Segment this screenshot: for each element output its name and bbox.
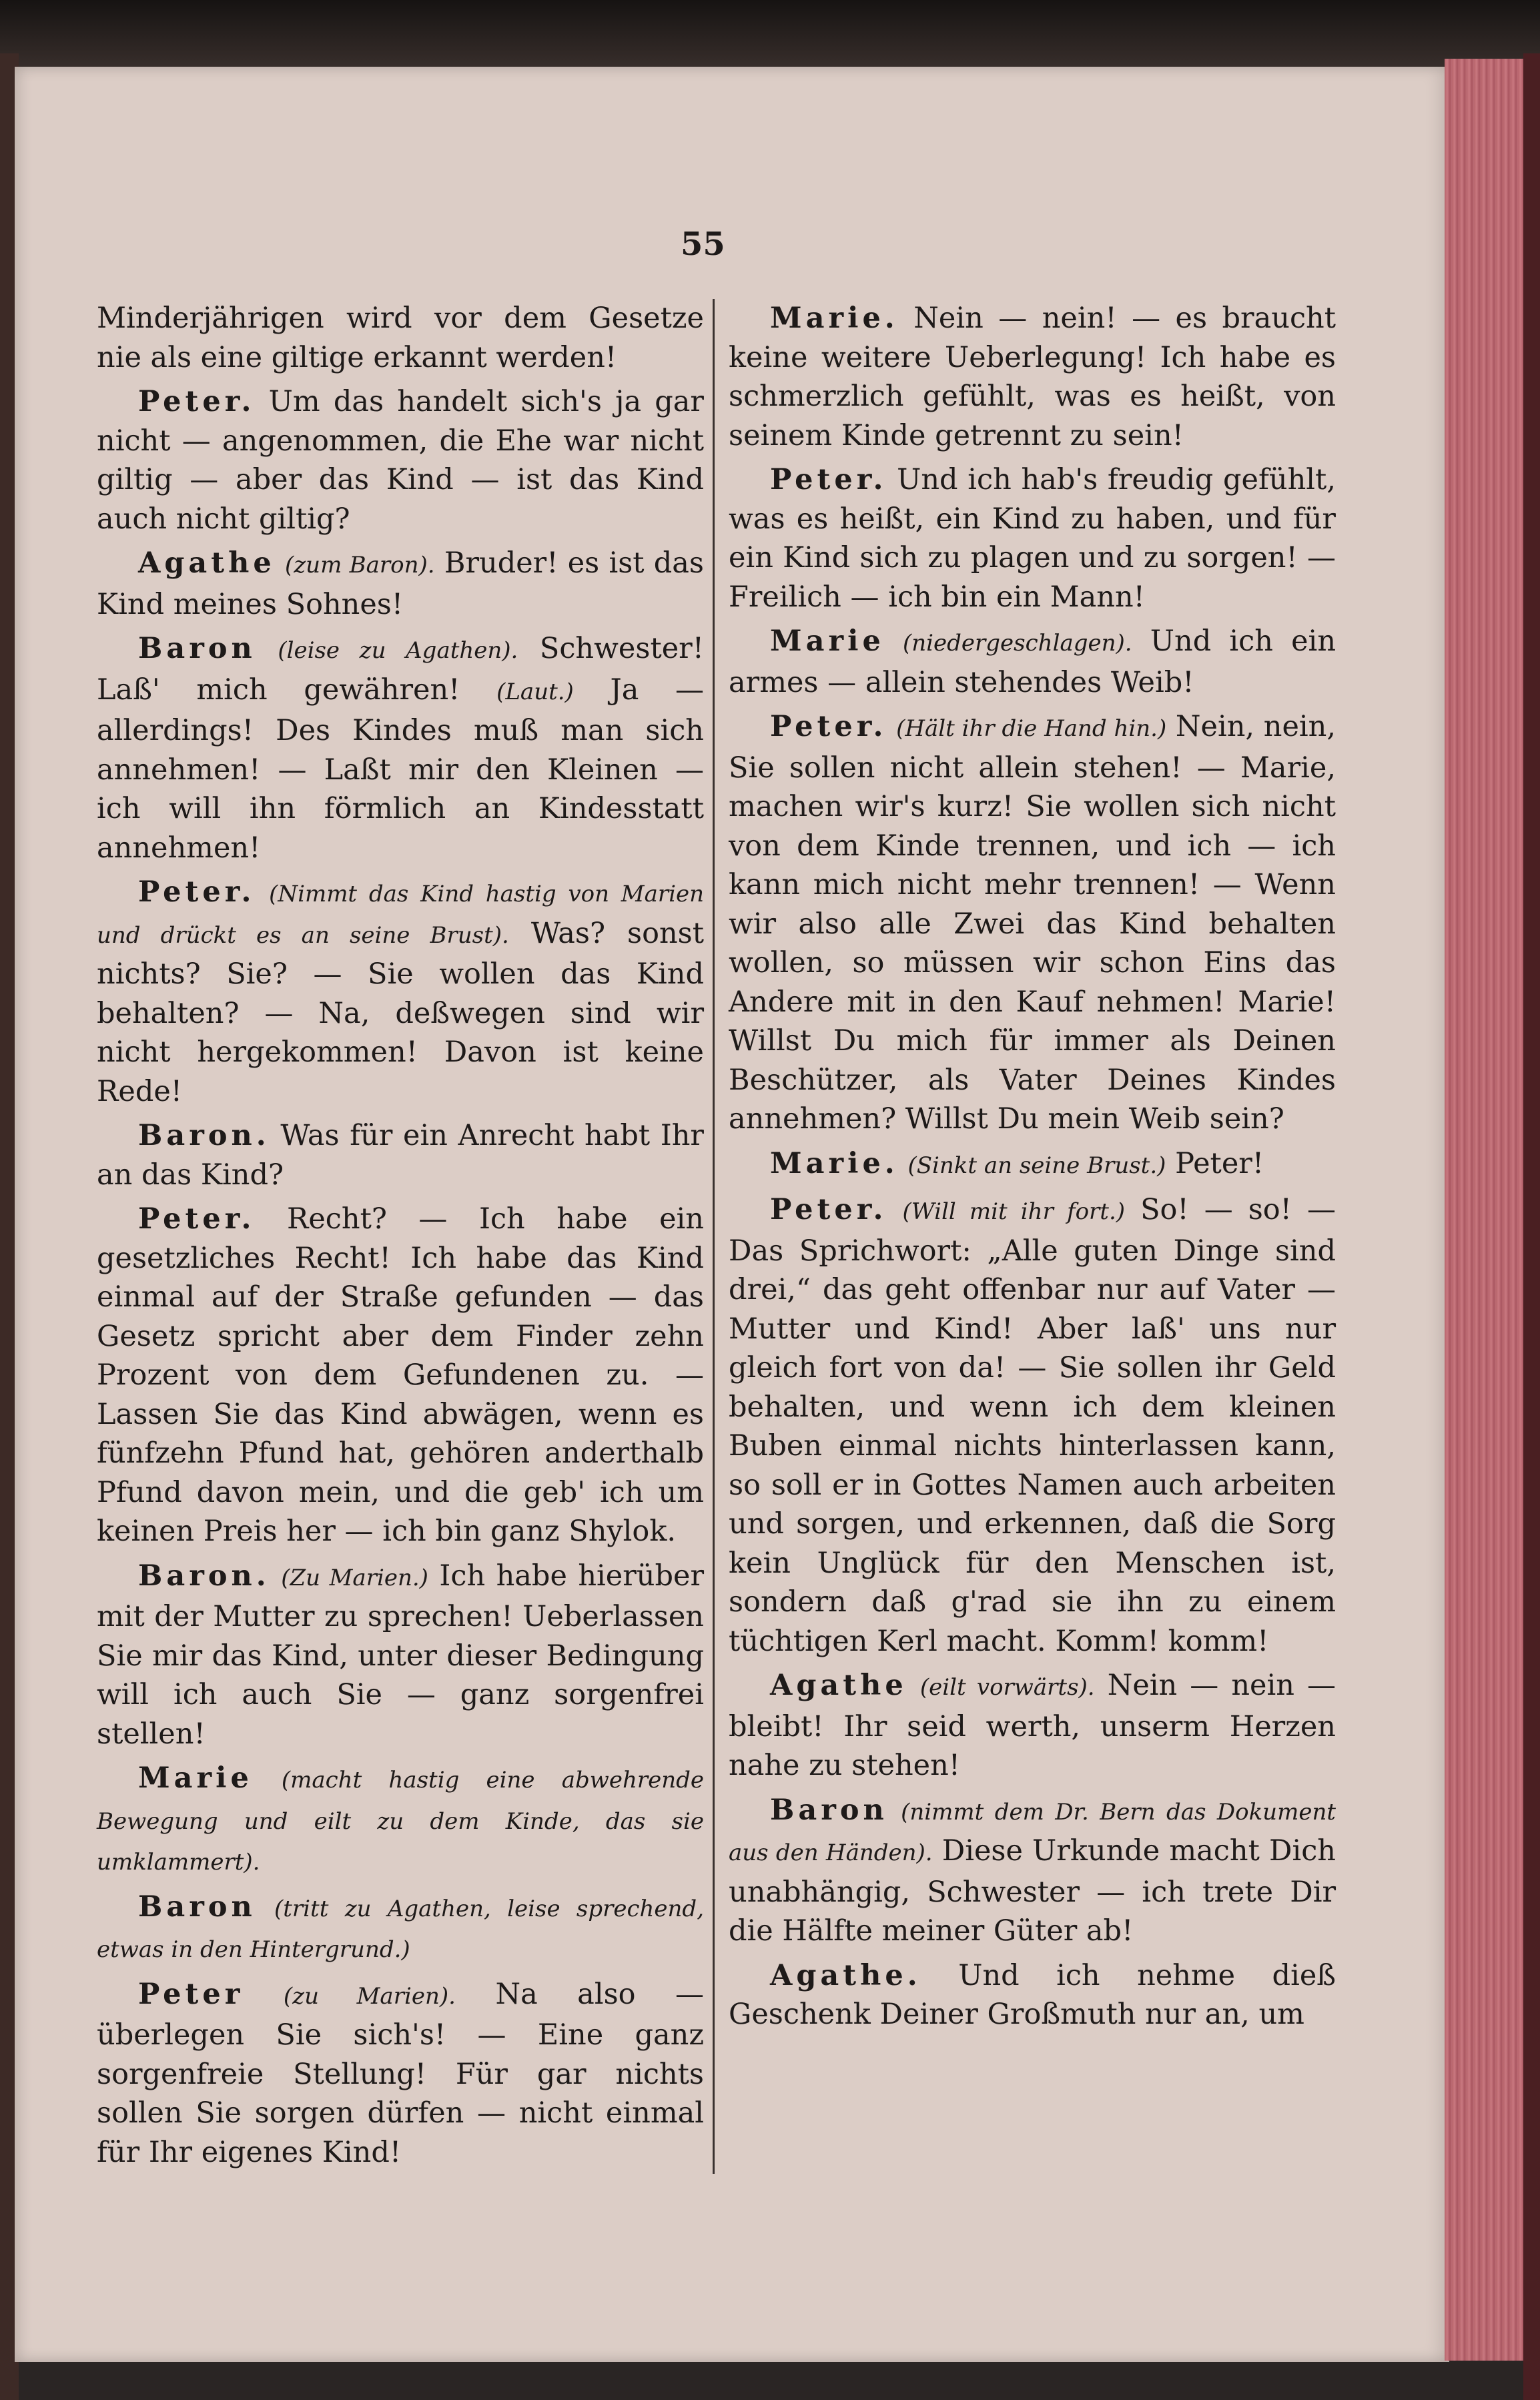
speaker-name: Peter. [138, 385, 256, 418]
stage-direction: (nimmt dem Dr. Bern das Dokument aus den Händen). [729, 1798, 1336, 1866]
stage-direction: (Nimmt das Kind hastig von Marien und drückt es an seine Brust). [97, 881, 705, 949]
dialogue-text: Na also — überlegen Sie sich's! — Eine ganz sorgenfreie Stellung! Für gar nichts sollen Sie sorgen dürfen — nicht einmal für Ihr eigenes Kind! [97, 1977, 705, 2169]
speaker-name: Marie. [770, 302, 899, 335]
stage-direction: (zum Baron). [285, 552, 435, 578]
dialogue-text: Recht? — Ich habe ein gesetzliches Recht! Ich habe das Kind einmal auf der Straße gefunden — das Gesetz spricht aber dem Finder zehn Prozent von dem Gefundenen zu. — Lassen Sie das Kind abwägen, wenn es fünfzehn Pfund hat, gehören anderthalb Pfund davon mein, und die geb' ich um keinen Preis her — ich bin ganz Shylok. [97, 1202, 704, 1548]
dialogue-paragraph [729, 299, 1336, 455]
speaker-name: Agathe [138, 546, 276, 580]
dialogue-text: So! — so! — Das Sprichwort: „Alle guten Dinge sind drei,“ das geht offenbar nur auf Vater — Mutter und Kind! Aber laß' uns nur gleich fort von da! — Sie sollen ihr Geld behalten, und wenn ich dem kleinen Buben einmal nichts hinterlassen kann, so soll er in Gottes Namen auch arbeiten und sorgen, und erkennen, daß die Sorg kein Unglück für den Menschen ist, sondern daß g'rad sie ihn zu einem tüchtigen Kerl macht. Komm! komm! [729, 1193, 1336, 1658]
dialogue-paragraph [97, 1557, 704, 1754]
dialogue-text: Sie? — Sie wollen das Kind behalten? — Na, deßwegen sind wir nicht hergekommen! Davon ist keine Rede! [97, 957, 704, 1108]
dialogue-text: Marie! Willst Du mich für immer als Deinen Beschützer, als Vater Deines Kindes annehmen? Willst Du mein Weib sein? [729, 985, 1336, 1136]
right-text-column [729, 299, 1336, 2040]
stage-direction: (Zu Marien.) [281, 1564, 428, 1591]
speaker-name: Baron [138, 1890, 256, 1924]
stage-direction: (tritt zu Agathen, leise sprechend, etwas in den Hintergrund.) [97, 1895, 705, 1963]
dialogue-text: Und ich ein armes — allein stehendes Weib! [729, 625, 1336, 699]
stage-direction: (leise zu Agathen). [278, 637, 518, 664]
dialogue-text: Ich habe hierüber mit der Mutter zu sprechen! [97, 1559, 705, 1633]
speaker-name: Peter. [138, 1202, 256, 1236]
dialogue-text: Um das handelt sich's ja gar nicht — angenommen, die Ehe war nicht giltig — aber das Kind — ist das Kind auch nicht giltig? [97, 385, 704, 536]
dialogue-text: Schwester! Laß' mich gewähren! [97, 632, 705, 707]
speaker-name: Baron. [138, 1559, 270, 1593]
dialogue-paragraph [729, 622, 1336, 702]
stage-direction: (Sinkt an seine Brust.) [907, 1152, 1166, 1179]
dialogue-paragraph [97, 629, 704, 867]
page-edges [1445, 59, 1523, 2361]
stage-direction: (zu Marien). [283, 1982, 456, 2010]
stage-direction: (niedergeschlagen). [903, 630, 1132, 657]
stage-direction: (macht hastig eine abwehrende Bewegung und eilt zu dem Kinde, das sie umklammert). [97, 1767, 705, 1876]
dialogue-text: Und ich hab's freudig gefühlt, was es heißt, ein Kind zu haben, und für ein Kind sich zu plagen und zu sorgen! — Freilich — ich bin ein Mann! [729, 463, 1336, 614]
top-shadow [0, 0, 1540, 73]
dialogue-text: Minderjährigen wird vor dem Gesetze nie als eine giltige erkannt werden! [97, 302, 704, 374]
stage-direction: (eilt vorwärts). [919, 1674, 1095, 1701]
dialogue-text: Bruder! es ist das Kind meines Sohnes! [97, 546, 704, 621]
dialogue-text: Nein — nein! — es braucht keine weitere Ueberlegung! Ich habe es schmerzlich gefühlt, was es heißt, von seinem Kinde getrennt zu sein! [729, 302, 1336, 452]
stage-direction: (Will mit ihr fort.) [902, 1198, 1126, 1225]
speaker-name: Marie. [770, 1146, 899, 1180]
page-number: 55 [681, 226, 725, 263]
speaker-name: Peter. [770, 710, 887, 743]
speaker-name: Baron [138, 632, 256, 665]
dialogue-paragraph [729, 707, 1336, 1139]
left-text-column [97, 299, 704, 2177]
speaker-name: Agathe. [770, 1958, 921, 1992]
dialogue-paragraph [729, 1190, 1336, 1661]
column-divider [713, 299, 715, 2174]
speaker-name: Peter. [770, 463, 887, 496]
dialogue-paragraph [97, 544, 704, 624]
stage-direction: (Laut.) [496, 678, 574, 705]
speaker-name: Baron [770, 1793, 888, 1827]
speaker-name: Peter. [138, 875, 256, 909]
dialogue-text: Ueberlassen Sie mir das Kind, unter dieser Bedingung will ich auch Sie — ganz sorgenfrei stellen! [97, 1600, 704, 1751]
dialogue-text: Peter! [1175, 1146, 1264, 1180]
book-cover-right [1523, 53, 1540, 2400]
dialogue-text: Ja — allerdings! Des Kindes muß man sich annehmen! — Laßt mir den Kleinen — ich will ihn förmlich an Kindesstatt annehmen! [97, 673, 705, 865]
dialogue-paragraph [97, 1975, 704, 2172]
speaker-name: Marie [138, 1761, 253, 1795]
dialogue-paragraph [729, 1956, 1336, 2034]
dialogue-text: Und ich nehme dieß Geschenk Deiner Großmuth nur an, um [729, 1958, 1336, 2031]
speaker-name: Peter. [770, 1193, 887, 1226]
speaker-name: Peter [138, 1977, 244, 2011]
speaker-name: Baron. [138, 1119, 270, 1152]
stage-direction: (Hält ihr die Hand hin.) [896, 715, 1167, 742]
dialogue-paragraph [97, 1888, 704, 1970]
dialogue-text: Was für ein Anrecht habt Ihr an das Kind? [97, 1119, 704, 1192]
speaker-name: Marie [770, 625, 885, 658]
dialogue-text: Diese Urkunde macht Dich unabhängig, Schwester — ich trete Dir die Hälfte meiner Güter ab! [729, 1834, 1336, 1948]
dialogue-paragraph [729, 460, 1336, 617]
dialogue-text: Nein, nein, Sie sollen nicht allein stehen! — Marie, machen wir's kurz! Sie wollen sich nicht von dem Kinde trennen, und ich — ich kann mich nicht mehr trennen! — Wenn wir also alle Zwei das Kind behalten wollen, so müssen wir schon Eins das Andere mit in den Kauf nehmen! [729, 710, 1336, 1019]
dialogue-paragraph [97, 873, 704, 1111]
dialogue-text: Nein — nein — bleibt! Ihr seid werth, unserm Herzen nahe zu stehen! [729, 1669, 1336, 1782]
dialogue-paragraph [97, 382, 704, 538]
dialogue-paragraph [729, 1791, 1336, 1951]
dialogue-paragraph [97, 1116, 704, 1194]
dialogue-text: Was? sonst nichts? [97, 916, 704, 991]
dialogue-paragraph [729, 1144, 1336, 1186]
dialogue-paragraph [729, 1666, 1336, 1785]
dialogue-paragraph [97, 1200, 704, 1551]
dialogue-paragraph [97, 1759, 704, 1882]
dialogue-paragraph [97, 299, 704, 377]
speaker-name: Agathe [770, 1669, 907, 1702]
